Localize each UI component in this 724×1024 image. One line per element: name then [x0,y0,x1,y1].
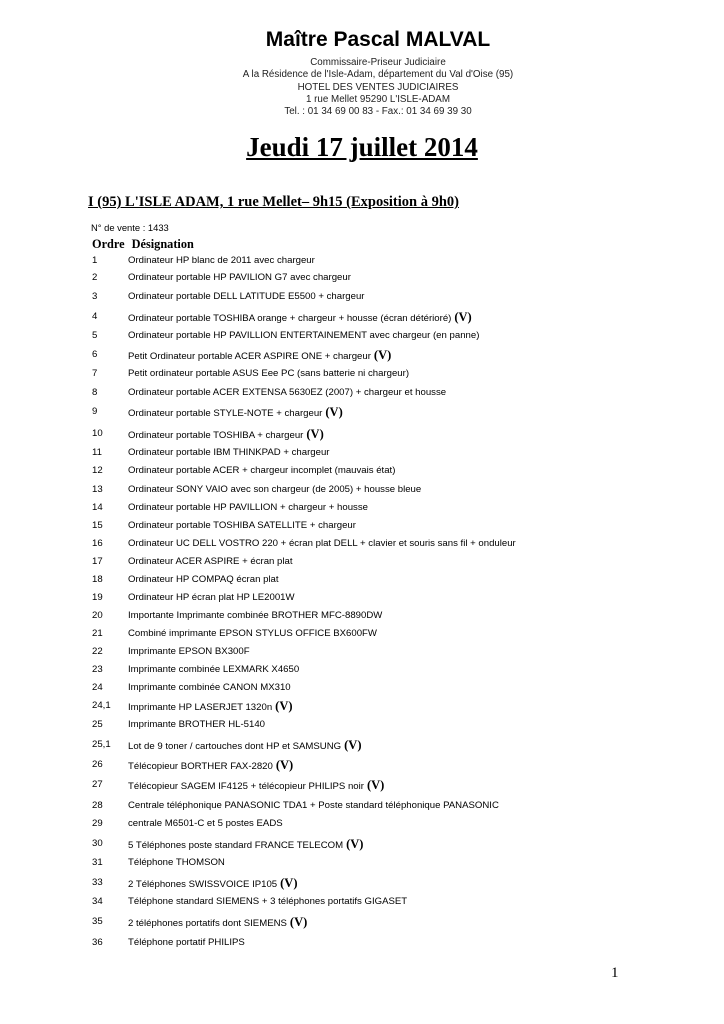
lot-description-text: Combiné imprimante EPSON STYLUS OFFICE BX600FW [128,628,377,639]
lot-description-text: Imprimante combinée LEXMARK X4650 [128,664,300,675]
lot-row [0,483,724,497]
lot-row [0,501,724,515]
lot-description [128,778,384,794]
lot-number: 10 [92,428,103,439]
lot-description [128,856,225,870]
lot-row [0,645,724,659]
lot-description [128,386,446,400]
lot-description [128,537,516,551]
lot-row [0,367,724,381]
lot-description-text: Ordinateur SONY VAIO avec son chargeur (de 2005) + housse bleue [128,484,422,495]
lot-v-marker: (V) [373,348,392,362]
lot-number: 9 [92,406,98,417]
lot-description [128,464,395,478]
lot-row [0,718,724,732]
lot-description-text: 2 Téléphones SWISSVOICE IP105 [128,879,278,890]
lot-number: 15 [92,520,103,531]
lot-row [0,936,724,950]
lot-number: 3 [92,291,98,302]
lot-description [128,645,250,659]
lot-description [128,591,295,605]
lot-row [0,271,724,285]
lot-description-text: Ordinateur HP COMPAQ écran plat [128,574,279,585]
lot-row [0,310,724,324]
lot-number: 13 [92,484,103,495]
lot-row [0,555,724,569]
lot-v-marker: (V) [366,778,385,792]
lot-description-text: Téléphone portatif PHILIPS [128,937,245,948]
lot-row [0,681,724,695]
lot-number: 36 [92,937,103,948]
lot-description-text: Ordinateur portable ACER EXTENSA 5630EZ (2007) + chargeur et housse [128,387,447,398]
lot-description-text: Imprimante EPSON BX300F [128,646,250,657]
lot-row [0,446,724,460]
lot-description-text: Ordinateur ACER ASPIRE + écran plat [128,556,293,567]
lot-number: 23 [92,664,103,675]
lot-description [128,817,283,831]
lot-description [128,876,298,892]
lot-description-text: Ordinateur portable TOSHIBA + chargeur [128,430,304,441]
lot-row [0,856,724,870]
lot-description [128,627,377,641]
lot-row [0,758,724,772]
lot-description-text: Téléphone THOMSON [128,857,225,868]
lot-description-text: Imprimante HP LASERJET 1320n [128,702,273,713]
lot-description-text: Ordinateur portable DELL LATITUDE E5500 + chargeur [128,291,365,302]
lot-description-text: Ordinateur portable HP PAVILLION + chargeur + housse [128,502,368,513]
lot-description-text: Imprimante combinée CANON MX310 [128,682,291,693]
lot-number: 26 [92,759,103,770]
lot-description [128,758,293,774]
lot-description-text: Ordinateur HP blanc de 2011 avec chargeur [128,255,315,266]
lot-row [0,427,724,441]
lot-description [128,405,343,421]
lot-description-text: Télécopieur BORTHER FAX-2820 [128,761,273,772]
lot-number: 12 [92,465,103,476]
sale-date-title: Jeudi 17 juillet 2014 [246,132,478,162]
lot-number: 34 [92,896,103,907]
lot-description [128,936,245,950]
lot-number: 14 [92,502,103,513]
lot-description-text: Petit ordinateur portable ASUS Eee PC (sans batterie ni chargeur) [128,368,410,379]
lot-description [128,367,409,381]
lot-number: 7 [92,368,98,379]
lot-description-text: Lot de 9 toner / cartouches dont HP et SAMSUNG [128,741,342,752]
lot-v-marker: (V) [454,310,472,324]
lot-description [128,329,479,343]
lot-row [0,405,724,419]
lot-number: 27 [92,779,103,790]
lot-number: 19 [92,592,103,603]
lot-row [0,837,724,851]
lot-v-marker: (V) [275,699,293,713]
lot-number: 18 [92,574,103,585]
lot-number: 35 [92,916,103,927]
lot-row [0,519,724,533]
lot-description [128,609,382,623]
lot-number: 6 [92,349,98,360]
lot-v-marker: (V) [275,758,294,772]
lot-row [0,699,724,713]
lot-number: 30 [92,838,103,849]
lot-number: 29 [92,818,103,829]
lot-row [0,290,724,304]
lot-row [0,738,724,752]
lot-row [0,663,724,677]
lot-number: 24,1 [92,700,111,711]
lot-v-marker: (V) [346,837,364,851]
lot-number: 31 [92,857,103,868]
lot-description [128,254,315,268]
lot-v-marker: (V) [306,427,324,441]
section-title: I (95) L'ISLE ADAM, 1 rue Mellet– 9h15 (Exposition à 9h0) [88,194,459,210]
lot-description [128,663,299,677]
lot-description-text: Ordinateur UC DELL VOSTRO 220 + écran plat DELL + clavier et souris sans fil + onduleur [128,538,516,549]
lot-row [0,537,724,551]
header-line: Tel. : 01 34 69 00 83 - Fax.: 01 34 69 39 30 [284,106,472,118]
lot-description-text: Centrale téléphonique PANASONIC TDA1 + Poste standard téléphonique PANASONIC [128,800,499,811]
lot-number: 1 [92,255,98,266]
lot-description [128,483,421,497]
lot-number: 4 [92,311,98,322]
lot-row [0,895,724,909]
lot-description [128,837,363,853]
lot-v-marker: (V) [344,738,362,752]
lot-row [0,778,724,792]
lot-description [128,348,391,364]
lot-description [128,555,293,569]
auctioneer-name: Maître Pascal MALVAL [265,28,491,51]
lot-description [128,290,365,304]
lot-description-text: Ordinateur portable ACER + chargeur incomplet (mauvais état) [128,465,396,476]
lot-number: 21 [92,628,103,639]
lot-v-marker: (V) [325,405,343,419]
lot-description [128,446,329,460]
sale-number: N° de vente : 1433 [91,222,169,233]
lot-number: 5 [92,330,98,341]
lot-row [0,799,724,813]
lot-description-text: Petit Ordinateur portable ACER ASPIRE ONE + chargeur [128,351,371,362]
lot-row [0,386,724,400]
header-line: Commissaire-Priseur Judiciaire [310,57,446,68]
lot-description-text: Téléphone standard SIEMENS + 3 téléphones portatifs GIGASET [128,896,408,907]
lot-v-marker: (V) [289,915,308,929]
lot-description-text: Télécopieur SAGEM IF4125 + télécopieur PHILIPS noir [128,781,364,792]
lot-number: 33 [92,877,103,888]
lot-number: 25 [92,719,103,730]
lot-description [128,718,265,732]
lot-description-text: Ordinateur portable HP PAVILLION ENTERTAINEMENT avec chargeur (en panne) [128,330,480,341]
header-line: A la Résidence de l'Isle-Adam, département du Val d'Oise (95) [242,69,514,81]
lot-description-text: Ordinateur HP écran plat HP LE2001W [128,592,295,603]
lot-description [128,699,293,715]
lot-number: 17 [92,556,103,567]
lot-description-text: Ordinateur portable TOSHIBA orange + chargeur + housse (écran détérioré) [128,313,452,324]
lot-number: 2 [92,272,98,283]
lot-row [0,464,724,478]
lot-description-text: 5 Téléphones poste standard FRANCE TELECOM [128,840,344,851]
lot-description-text: Ordinateur portable HP PAVILION G7 avec chargeur [128,272,351,283]
lot-row [0,591,724,605]
column-order: Ordre [92,237,125,251]
lot-row [0,609,724,623]
lot-row [0,876,724,890]
lot-number: 20 [92,610,103,621]
lot-row [0,348,724,362]
lot-row [0,329,724,343]
column-designation: Désignation [131,237,194,251]
lot-description-text: 2 téléphones portatifs dont SIEMENS [128,918,287,929]
header-line: 1 rue Mellet 95290 L'ISLE-ADAM [306,93,450,105]
lot-description-text: Ordinateur portable TOSHIBA SATELLITE + chargeur [128,520,356,531]
lot-description [128,501,368,515]
lot-description [128,271,351,285]
lot-number: 16 [92,538,103,549]
page-number: 1 [611,965,619,981]
lot-row [0,817,724,831]
lot-description-text: centrale M6501-C et 5 postes EADS [128,818,283,829]
lot-description-text: Ordinateur portable IBM THINKPAD + chargeur [128,447,330,458]
lot-description [128,573,279,587]
lot-description-text: Importante Imprimante combinée BROTHER MFC-8890DW [128,610,383,621]
lot-row [0,915,724,929]
lot-number: 11 [92,447,102,458]
lot-row [0,627,724,641]
lot-description [128,310,472,326]
lot-row [0,254,724,268]
lot-description-text: Imprimante BROTHER HL-5140 [128,719,266,730]
lot-number: 25,1 [92,739,111,750]
lot-description [128,738,362,754]
lot-description-text: Ordinateur portable STYLE-NOTE + chargeur [128,408,323,419]
lot-number: 22 [92,646,103,657]
lot-description [128,799,499,813]
lot-description [128,427,324,443]
header-line: HOTEL DES VENTES JUDICIAIRES [297,81,459,93]
lot-number: 8 [92,387,98,398]
lot-description [128,681,291,695]
lot-description [128,895,407,909]
lot-v-marker: (V) [280,876,298,890]
lot-number: 24 [92,682,103,693]
lot-description [128,915,307,931]
lot-row [0,573,724,587]
lot-description [128,519,356,533]
lot-number: 28 [92,800,103,811]
